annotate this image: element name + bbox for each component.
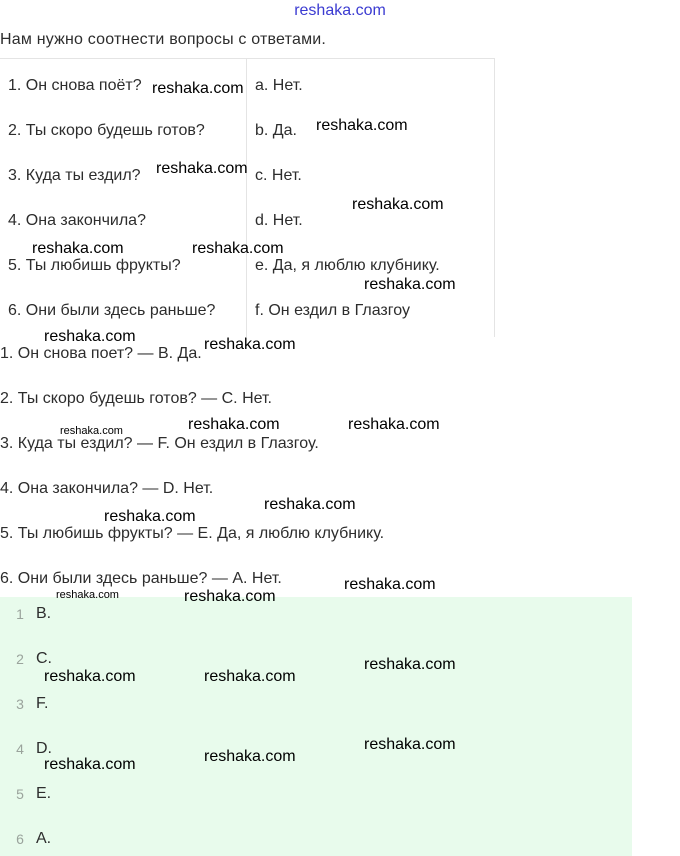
answer-box-number: 4 [16, 741, 24, 757]
watermark: reshaka.com [44, 668, 136, 685]
table-answer: e. Да, я люблю клубнику. [255, 257, 440, 274]
watermark: reshaka.com [204, 668, 296, 685]
answer-box-number: 2 [16, 651, 24, 667]
watermark: reshaka.com [32, 240, 124, 257]
table-divider [246, 59, 247, 337]
answer-line: 3. Куда ты ездил? — F. Он ездил в Глазгоу. [0, 435, 319, 452]
watermark: reshaka.com [192, 240, 284, 257]
site-title[interactable]: reshaka.com [294, 2, 386, 19]
answer-box-value: B. [36, 605, 52, 622]
watermark: reshaka.com [188, 416, 280, 433]
watermark: reshaka.com [348, 416, 440, 433]
table-question: 4. Она закончила? [8, 212, 146, 229]
table-answer: b. Да. [255, 122, 297, 139]
answer-box-number: 3 [16, 696, 24, 712]
watermark: reshaka.com [44, 328, 136, 345]
watermark: reshaka.com [156, 160, 248, 177]
answer-box-value: C. [36, 650, 52, 667]
intro-text: Нам нужно соотнести вопросы с ответами. [0, 31, 327, 48]
watermark: reshaka.com [352, 196, 444, 213]
answer-box-value: D. [36, 740, 52, 757]
table-question: 1. Он снова поёт? [8, 77, 142, 94]
watermark: reshaka.com [184, 588, 276, 605]
answer-box [0, 597, 632, 856]
table-question: 3. Куда ты ездил? [8, 167, 141, 184]
answer-line: 5. Ты любишь фрукты? — E. Да, я люблю клубнику. [0, 525, 385, 542]
table-question: 2. Ты скоро будешь готов? [8, 122, 205, 139]
answer-line: 1. Он снова поет? — B. Да. [0, 345, 202, 362]
answer-box-value: E. [36, 785, 52, 802]
watermark: reshaka.com [364, 276, 456, 293]
watermark: reshaka.com [44, 756, 136, 773]
watermark: reshaka.com [204, 336, 296, 353]
watermark: reshaka.com [152, 80, 244, 97]
table-answer: d. Нет. [255, 212, 303, 229]
watermark: reshaka.com [204, 748, 296, 765]
watermark: reshaka.com [364, 736, 456, 753]
watermark: reshaka.com [264, 496, 356, 513]
table-answer: f. Он ездил в Глазгоу [255, 302, 410, 319]
table-answer: c. Нет. [255, 167, 302, 184]
watermark: reshaka.com [316, 117, 408, 134]
answer-box-value: F. [36, 695, 49, 712]
watermark: reshaka.com [344, 576, 436, 593]
answer-line: 4. Она закончила? — D. Нет. [0, 480, 214, 497]
table-question: 6. Они были здесь раньше? [8, 302, 216, 319]
answer-box-number: 5 [16, 786, 24, 802]
watermark: reshaka.com [60, 425, 123, 437]
watermark: reshaka.com [364, 656, 456, 673]
answer-line: 6. Они были здесь раньше? — A. Нет. [0, 570, 282, 587]
watermark: reshaka.com [104, 508, 196, 525]
answer-box-value: A. [36, 830, 52, 847]
answer-line: 2. Ты скоро будешь готов? — C. Нет. [0, 390, 272, 407]
table-question: 5. Ты любишь фрукты? [8, 257, 181, 274]
answer-box-number: 1 [16, 606, 24, 622]
watermark: reshaka.com [56, 589, 119, 601]
answer-box-number: 6 [16, 831, 24, 847]
table-answer: a. Нет. [255, 77, 303, 94]
